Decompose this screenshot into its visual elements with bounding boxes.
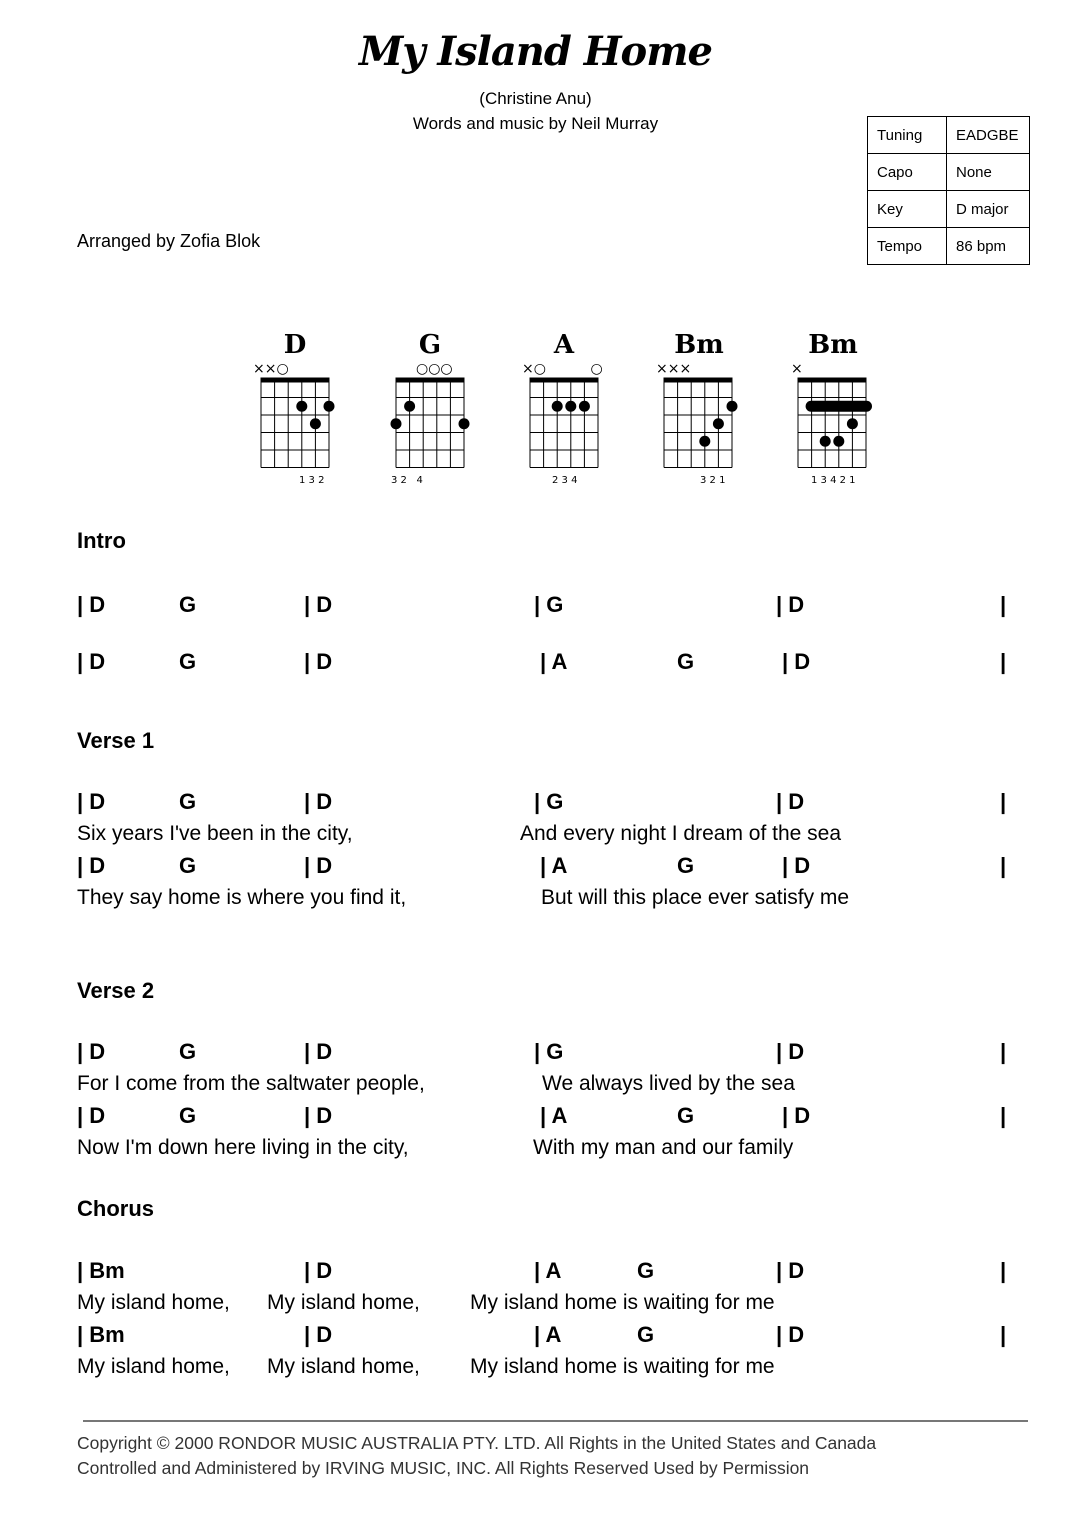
chord-symbol: | [1000,592,1007,617]
info-row-tempo [868,228,1030,265]
barre-bar [806,401,872,412]
song-info-table [867,116,1030,265]
chord-symbol: | G [534,1039,564,1064]
chord-symbol: | Bm [77,1322,125,1347]
chord-symbol: | D [776,1322,805,1347]
chord-symbol: | D [77,649,106,674]
chord-symbol: | D [304,592,333,617]
finger-dot [552,401,563,412]
chord-symbol: | A [534,1258,562,1283]
chord-diagram-name: G [418,330,442,360]
chord-symbol: | D [304,1039,333,1064]
chord-symbol: | A [540,853,568,878]
lyric-text: My island home, [77,1355,230,1378]
finger-dot [310,418,321,429]
info-value: D major [947,191,1030,228]
finger-dot [699,436,710,447]
chord-symbol: | D [782,649,811,674]
chord-symbol: | D [304,649,333,674]
chord-symbol: | A [540,649,568,674]
chord-symbol: | D [776,1039,805,1064]
arranger: Arranged by Zofia Blok [77,231,261,251]
chord-symbol: | D [304,1322,333,1347]
credits: Words and music by Neil Murray [412,114,659,133]
open-muted-strings: × [791,361,803,377]
chord-symbol: | D [776,592,805,617]
chord-symbol: | D [77,592,106,617]
chord-symbol: G [179,1039,197,1064]
section-heading-chorus: Chorus [77,1196,154,1221]
chord-symbol: | D [77,1039,106,1064]
finger-dot [391,418,402,429]
footer-divider [83,1420,1028,1422]
chord-symbol: | G [534,592,564,617]
lyric-text: My island home, [77,1291,230,1314]
chord-symbol: | D [776,1258,805,1283]
chord-symbol: | A [540,1103,568,1128]
chord-symbol: | Bm [77,1258,125,1283]
info-key: Key [868,191,947,228]
chord-symbol: G [637,1258,655,1283]
info-value: None [947,154,1030,191]
chord-symbol: | D [77,853,106,878]
artist: (Christine Anu) [479,89,592,108]
open-muted-strings: ×○ ○ [522,361,603,377]
chord-symbol: | D [304,853,333,878]
chord-symbol: G [179,789,197,814]
chord-symbol: | [1000,1258,1007,1283]
chord-symbol: | D [304,1103,333,1128]
finger-dot [579,401,590,412]
chord-symbol: | D [304,1258,333,1283]
song-title: My Island Home [358,28,712,75]
lyric-text: But will this place ever satisfy me [541,886,850,909]
lyric-text: With my man and our family [533,1136,794,1159]
fingering-numbers: 1 3 2 [299,475,325,486]
finger-dot [727,401,738,412]
info-value: EADGBE [947,117,1030,154]
chord-diagram-name: D [283,330,307,360]
fingering-numbers: 2 3 4 [552,475,578,486]
chord-diagram-name: Bm [808,330,858,360]
chord-symbol: | [1000,1039,1007,1064]
fingering-numbers: 1 3 4 2 1 [811,475,856,486]
info-key: Tuning [868,117,947,154]
finger-dot [459,418,470,429]
section-heading-intro: Intro [77,528,126,553]
finger-dot [324,401,335,412]
info-row-capo [868,154,1030,191]
chord-symbol: G [677,853,695,878]
section-heading-verse-1: Verse 1 [77,728,155,753]
chord-symbol: G [677,1103,695,1128]
info-value: 86 bpm [947,228,1030,265]
chord-symbol: G [677,649,695,674]
chord-symbol: G [637,1322,655,1347]
chord-diagram-name: A [553,330,575,360]
copyright-line: Copyright © 2000 RONDOR MUSIC AUSTRALIA PTY. LTD. All Rights in the United States and Canada [77,1433,877,1453]
lyric-text: We always lived by the sea [542,1072,795,1095]
chord-symbol: G [179,592,197,617]
info-row-tuning [868,117,1030,154]
lyric-text: Now I'm down here living in the city, [77,1136,409,1159]
chord-symbol: | [1000,1322,1007,1347]
chord-symbol: G [179,1103,197,1128]
lyric-text: My island home is waiting for me [470,1291,775,1314]
section-heading-verse-2: Verse 2 [77,978,155,1003]
lyric-text: My island home is waiting for me [470,1355,775,1378]
finger-dot [847,418,858,429]
chord-symbol: | D [304,789,333,814]
chord-nut [798,378,866,382]
chord-symbol: | G [534,789,564,814]
chord-diagrams [245,325,885,495]
finger-dot [565,401,576,412]
lyric-text: Six years I've been in the city, [77,822,353,845]
finger-dot [296,401,307,412]
lyric-text: My island home, [267,1355,420,1378]
chord-nut [530,378,598,382]
lyric-text: And every night I dream of the sea [520,822,842,845]
chord-symbol: | D [77,1103,106,1128]
open-muted-strings: ○○○ [416,361,453,377]
chord-symbol: | [1000,853,1007,878]
info-key: Capo [868,154,947,191]
chord-symbol: G [179,853,197,878]
finger-dot [833,436,844,447]
info-row-key [868,191,1030,228]
chord-symbol: | D [782,853,811,878]
chord-nut [396,378,464,382]
open-muted-strings: ××× [656,361,692,377]
lyric-text: They say home is where you find it, [77,886,407,909]
chord-symbol: | [1000,1103,1007,1128]
chord-nut [664,378,732,382]
finger-dot [713,418,724,429]
chord-diagram-name: Bm [674,330,724,360]
chord-symbol: | D [77,789,106,814]
chord-symbol: | A [534,1322,562,1347]
chord-symbol: G [179,649,197,674]
chord-symbol: | D [776,789,805,814]
lyric-text: For I come from the saltwater people, [77,1072,425,1095]
open-muted-strings: ××○ [253,361,289,377]
fingering-numbers: 3 2 1 [700,475,726,486]
lyric-text: My island home, [267,1291,420,1314]
chord-symbol: | [1000,649,1007,674]
chord-symbol: | [1000,789,1007,814]
chord-symbol: | D [782,1103,811,1128]
finger-dot [820,436,831,447]
fingering-numbers: 3 2 4 [391,475,423,486]
finger-dot [404,401,415,412]
chord-nut [261,378,329,382]
copyright-line: Controlled and Administered by IRVING MUSIC, INC. All Rights Reserved Used by Permission [77,1458,810,1478]
info-key: Tempo [868,228,947,265]
